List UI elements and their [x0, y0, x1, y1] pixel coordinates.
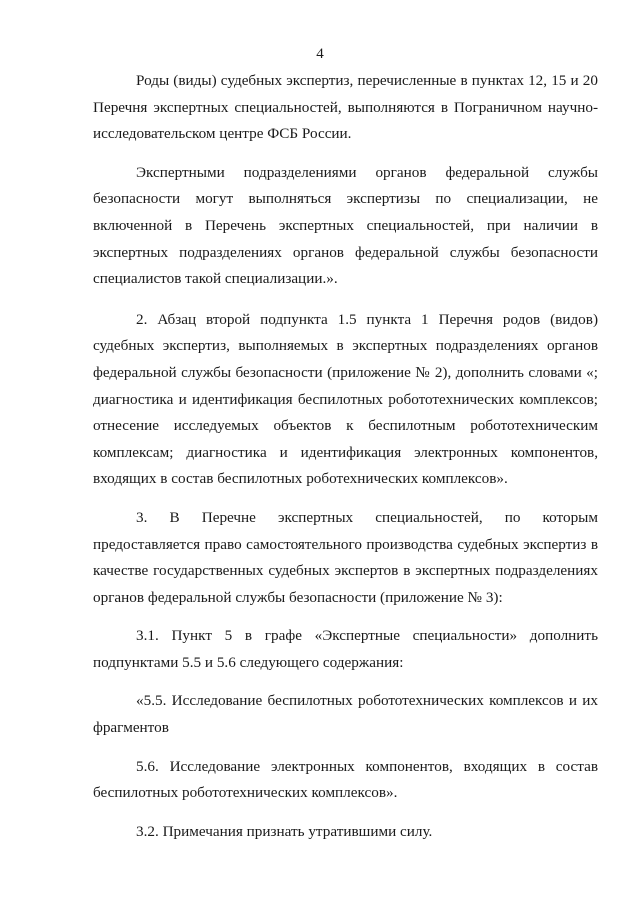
paragraph-item-3: 3. В Перечне экспертных специальностей, по которым предоставляется право самостоятельного производства судебных экспертиз в качестве государственных судебных экспертов в экспертных подразделениях органов федеральной службы безопасности (приложение № 3): — [93, 508, 598, 606]
paragraph-expert-units: Экспертными подразделениями органов федеральной службы безопасности могут выполняться экспертизы по специализации, не включенной в Перечень экспертных специальностей, при наличии в экспертных подразделениях органов федеральной службы безопасности специалистов такой специализации.». — [93, 163, 598, 288]
page-number: 4 — [316, 46, 324, 62]
paragraph-item-2: 2. Абзац второй подпункта 1.5 пункта 1 Перечня родов (видов) судебных экспертиз, выполняемых в экспертных подразделениях органов федеральной службы безопасности (приложение № 2), дополнить словами «; диагностика и идентификация беспилотных робототехнических комплексов; отнесение исследуемых объектов к беспилотным робототехническим комплексам; диагностика и идентификация электронных компонентов, входящих в состав беспилотных роботехнических комплексов». — [93, 310, 598, 488]
paragraph-item-5-6: 5.6. Исследование электронных компонентов, входящих в состав беспилотных робототехнических комплексов». — [93, 757, 598, 802]
paragraph-item-3-1: 3.1. Пункт 5 в графе «Экспертные специальности» дополнить подпунктами 5.5 и 5.6 следующего содержания: — [93, 627, 598, 671]
paragraph-expertise-types: Роды (виды) судебных экспертиз, перечисленные в пунктах 12, 15 и 20 Перечня экспертных специальностей, выполняются в Пограничном научно-исследовательском центре ФСБ России. — [93, 72, 598, 143]
paragraph-item-3-2: 3.2. Примечания признать утратившими силу. — [136, 822, 433, 840]
paragraph-item-5-5: «5.5. Исследование беспилотных робототехнических комплексов и их фрагментов — [93, 692, 598, 737]
document-body — [93, 68, 598, 845]
